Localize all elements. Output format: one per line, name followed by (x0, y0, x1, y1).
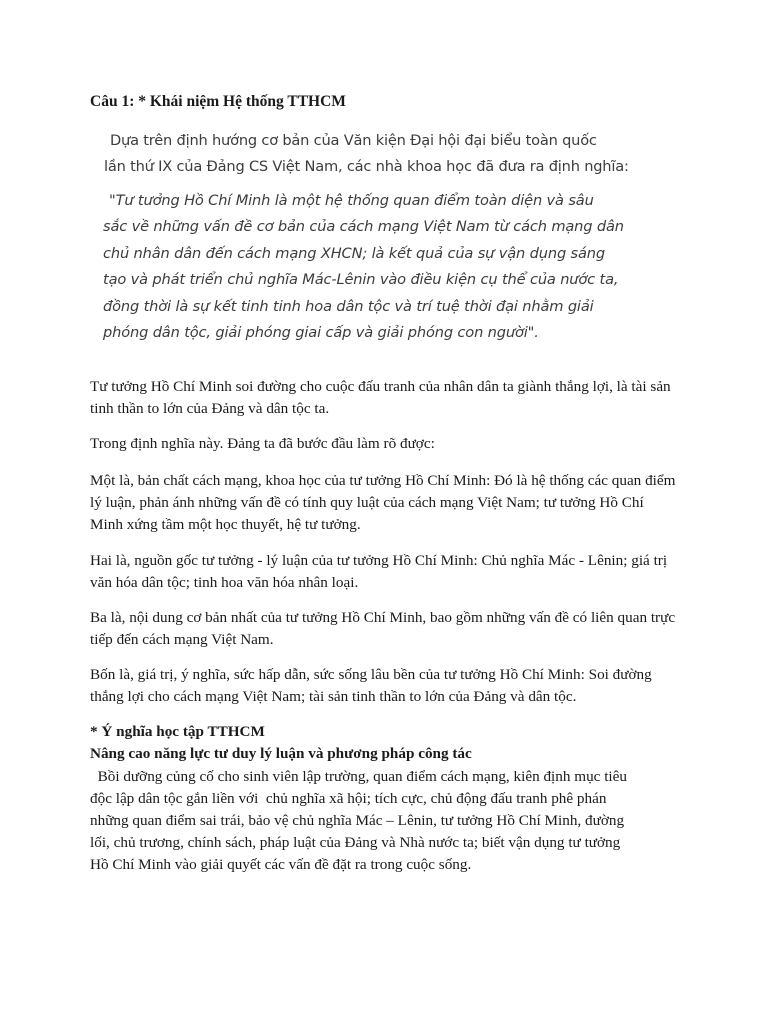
paragraph: Tư tưởng Hồ Chí Minh soi đường cho cuộc đấu tranh của nhân dân ta giành thắng lợi, là tài sản tinh thần to lớn của Đảng và dân tộc ta. (90, 378, 671, 417)
paragraph-line: Hồ Chí Minh vào giải quyết các vấn đề đặt ra trong cuộc sống. (90, 856, 472, 873)
figure-intro-line: lần thứ IX của Đảng CS Việt Nam, các nhà khoa học đã đưa ra định nghĩa: (104, 158, 629, 175)
figure-quote (103, 188, 650, 346)
paragraph: Một là, bản chất cách mạng, khoa học của tư tưởng Hồ Chí Minh: Đó là hệ thống các quan điểm lý luận, phản ánh những vấn đề có tính quy luật của cách mạng Việt Nam; tư tưởng Hồ Chí Minh xứng tầm một học thuyết, hệ tư tưởng. (90, 472, 676, 533)
paragraph-line: những quan điểm sai trái, bảo vệ chủ nghĩa Mác – Lênin, tư tưởng Hồ Chí Minh, đường (90, 812, 625, 829)
section-paragraph (90, 766, 690, 876)
quote-line: đồng thời là sự kết tinh tinh hoa dân tộc và trí tuệ thời đại nhằm giải (103, 297, 594, 315)
paragraph: Ba là, nội dung cơ bản nhất của tư tưởng Hồ Chí Minh, bao gồm những vấn đề có liên quan trực tiếp đến cách mạng Việt Nam. (90, 609, 676, 648)
question-heading: Câu 1: * Khái niệm Hệ thống TTHCM (90, 93, 346, 110)
paragraph-line: độc lập dân tộc gắn liền với chủ nghĩa xã hội; tích cực, chủ động đấu tranh phê phán (90, 790, 607, 807)
paragraph: Bốn là, giá trị, ý nghĩa, sức hấp dẫn, sức sống lâu bền của tư tưởng Hồ Chí Minh: Soi đường thắng lợi cho cách mạng Việt Nam; tài sản tinh thần to lớn của Đảng và dân tộc. (90, 666, 652, 705)
paragraph: Hai là, nguồn gốc tư tưởng - lý luận của tư tưởng Hồ Chí Minh: Chủ nghĩa Mác - Lênin; giá trị văn hóa dân tộc; tinh hoa văn hóa nhân loại. (90, 552, 668, 591)
quote-line: chủ nhân dân đến cách mạng XHCN; là kết quả của sự vận dụng sáng (103, 244, 606, 262)
section-subtitle: Nâng cao năng lực tư duy lý luận và phương pháp công tác (90, 745, 472, 762)
quote-line: tạo và phát triển chủ nghĩa Mác-Lênin vào điều kiện cụ thể của nước ta, (103, 271, 619, 289)
figure-intro-line: Dựa trên định hướng cơ bản của Văn kiện Đại hội đại biểu toàn quốc (110, 132, 597, 149)
quoted-definition-image (90, 128, 650, 346)
section-title: * Ý nghĩa học tập TTHCM (90, 723, 265, 740)
paragraph-line: lối, chủ trương, chính sách, pháp luật của Đảng và Nhà nước ta; biết vận dụng tư tưởng (90, 834, 621, 851)
figure-intro (104, 128, 650, 180)
quote-line: phóng dân tộc, giải phóng giai cấp và giải phóng con người". (103, 324, 539, 342)
paragraph-line: Bồi dưỡng củng cố cho sinh viên lập trường, quan điểm cách mạng, kiên định mục tiêu (90, 768, 627, 785)
quote-line: "Tư tưởng Hồ Chí Minh là một hệ thống quan điểm toàn diện và sâu (109, 192, 594, 209)
paragraph: Trong định nghĩa này. Đảng ta đã bước đầu làm rõ được: (90, 435, 435, 452)
quote-line: sắc về những vấn đề cơ bản của cách mạng Việt Nam từ cách mạng dân (103, 218, 624, 236)
